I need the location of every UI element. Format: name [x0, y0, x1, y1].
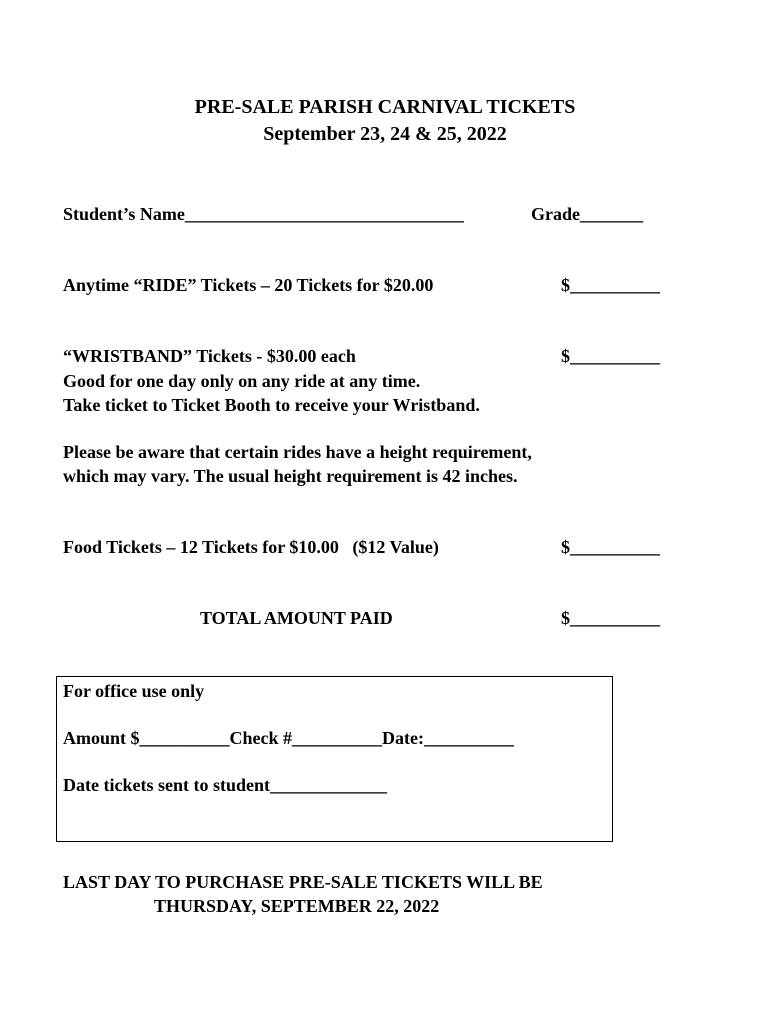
grade-field[interactable]: Grade_______ [531, 204, 643, 224]
ride-tickets-amount-field[interactable]: $__________ [561, 275, 660, 295]
food-tickets-label: Food Tickets – 12 Tickets for $10.00 ($12 Value) [63, 537, 439, 557]
wristband-note-2: Take ticket to Ticket Booth to receive your Wristband. [63, 395, 480, 415]
date-tickets-sent-field[interactable]: Date tickets sent to student_____________ [63, 775, 387, 795]
food-tickets-amount-field[interactable]: $__________ [561, 537, 660, 557]
wristband-note-1: Good for one day only on any ride at any time. [63, 371, 421, 391]
total-amount-field[interactable]: $__________ [561, 608, 660, 628]
ride-tickets-label: Anytime “RIDE” Tickets – 20 Tickets for $20.00 [63, 275, 434, 295]
height-notice-2: which may vary. The usual height requirement is 42 inches. [63, 466, 518, 486]
total-amount-label: TOTAL AMOUNT PAID [200, 608, 393, 628]
student-name-field[interactable]: Student’s Name_______________________________ [63, 204, 464, 224]
office-use-heading: For office use only [63, 681, 205, 701]
deadline-notice-2: THURSDAY, SEPTEMBER 22, 2022 [154, 896, 440, 916]
deadline-notice-1: LAST DAY TO PURCHASE PRE-SALE TICKETS WILL BE [63, 872, 543, 892]
office-amount-check-date-fields[interactable]: Amount $__________Check #__________Date:__________ [63, 728, 514, 748]
wristband-tickets-label: “WRISTBAND” Tickets - $30.00 each [63, 346, 356, 366]
form-title: PRE-SALE PARISH CARNIVAL TICKETS [194, 96, 576, 118]
event-dates: September 23, 24 & 25, 2022 [263, 123, 507, 145]
height-notice-1: Please be aware that certain rides have a height requirement, [63, 442, 532, 462]
wristband-tickets-amount-field[interactable]: $__________ [561, 346, 660, 366]
